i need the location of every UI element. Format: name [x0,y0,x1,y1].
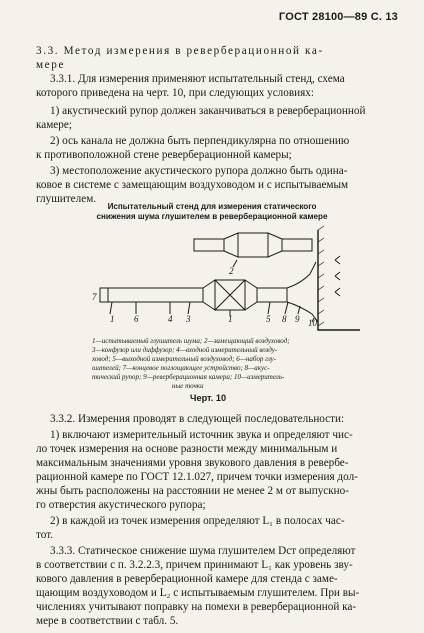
paragraph-3-3-1: 3.3.1. Для измерения применяют испытательный стенд, схема [50,73,345,85]
condition-3-cont: ковое в системе с замещающим воздуховодом и с испытываемым [36,179,349,191]
section-title-cont: мере [36,59,66,71]
diagram-label: 8 [282,314,287,324]
figure-number: Черт. 10 [190,393,227,403]
legend-line: ховод; 5—выходной измерительный воздуховод; 6—набор глу- [92,355,277,363]
test-stand-diagram [0,222,424,342]
condition-2: 2) ось канала не должна быть перпендикулярна по отношению [50,135,350,147]
figure-caption-cont: снижения шума глушителем в реверберационной камере [96,212,328,221]
diagram-label: 10 [308,318,317,328]
paragraph-3-3-3-cont: в соответствии с п. 3.2.2.3, причем принимают L₁ как уровень зву- [36,559,353,571]
condition-1-cont: камере; [36,119,72,131]
step-1-cont: максимальным значениями уровня звукового давления в ревербе- [36,457,349,469]
condition-2-cont: к противоположной стене реверберационной камеры; [36,149,292,161]
legend-line: 3—конфузор или диффузор; 4—входной измерительный возду- [92,346,278,354]
paragraph-3-3-3-cont: щающим воздуховодом и L₂ с испытываемым глушителем. При вы- [36,587,360,599]
diagram-label: 4 [168,314,173,324]
condition-1: 1) акустический рупор должен заканчиваться в реверберационной [50,105,366,117]
paragraph-3-3-3-cont: мере в соответствии с табл. 5. [36,615,179,627]
step-2: 2) в каждой из точек измерения определяют L₁ в полосах час- [50,515,345,527]
figure-caption: Испытательный стенд для измерения статического [107,202,317,211]
legend-line: тический рупор; 9—реверберационная камера; 10—измеритель- [92,373,285,381]
step-2-cont: тот. [36,529,54,541]
section-title: 3.3. Метод измерения в реверберационной ка- [36,45,324,57]
legend-line: ные точки [172,382,204,390]
diagram-label: 6 [134,314,139,324]
diagram-label: 7 [92,292,97,302]
step-1-cont: го отверстия акустического рупора; [36,499,206,511]
paragraph-3-3-1-cont: которого приведена на черт. 10, при следующих условиях: [36,87,314,99]
diagram-label: 3 [186,314,191,324]
paragraph-3-3-3-cont: числениях учитывают поправку на помехи в реверберационной ка- [36,601,357,613]
step-1-cont: ло точек измерения на основе разности между минимальным и [36,443,338,455]
condition-3-cont2: глушителем. [36,193,97,205]
paragraph-3-3-2: 3.3.2. Измерения проводят в следующей последовательности: [50,413,345,425]
step-1-cont: рационной камере по ГОСТ 12.1.027, причем точки измерения дол- [36,471,358,483]
diagram-label: 1 [228,314,233,324]
legend-line: 1—испытываемый глушитель шума; 2—замещающий воздуховод; [92,337,290,345]
diagram-label: 1 [110,314,115,324]
page-header: ГОСТ 28100—89 С. 13 [278,11,398,23]
diagram-label: 5 [266,314,271,324]
step-1-cont: жны быть расположены на расстоянии не менее 2 м от выпускно- [36,485,349,497]
paragraph-3-3-3: 3.3.3. Статическое снижение шума глушителем Dст определяют [50,545,356,557]
diagram-label: 2 [229,266,234,276]
legend-line: шителей; 7—концевое поглощающее устройство; 8—акус- [92,364,270,372]
condition-3: 3) местоположение акустического рупора должно быть одина- [50,165,348,177]
step-1: 1) включают измерительный источник звука и определяют чис- [50,429,353,441]
paragraph-3-3-3-cont: кового давления в реверберационной камере для стенда с заме- [36,573,338,585]
diagram-label: 9 [295,314,300,324]
